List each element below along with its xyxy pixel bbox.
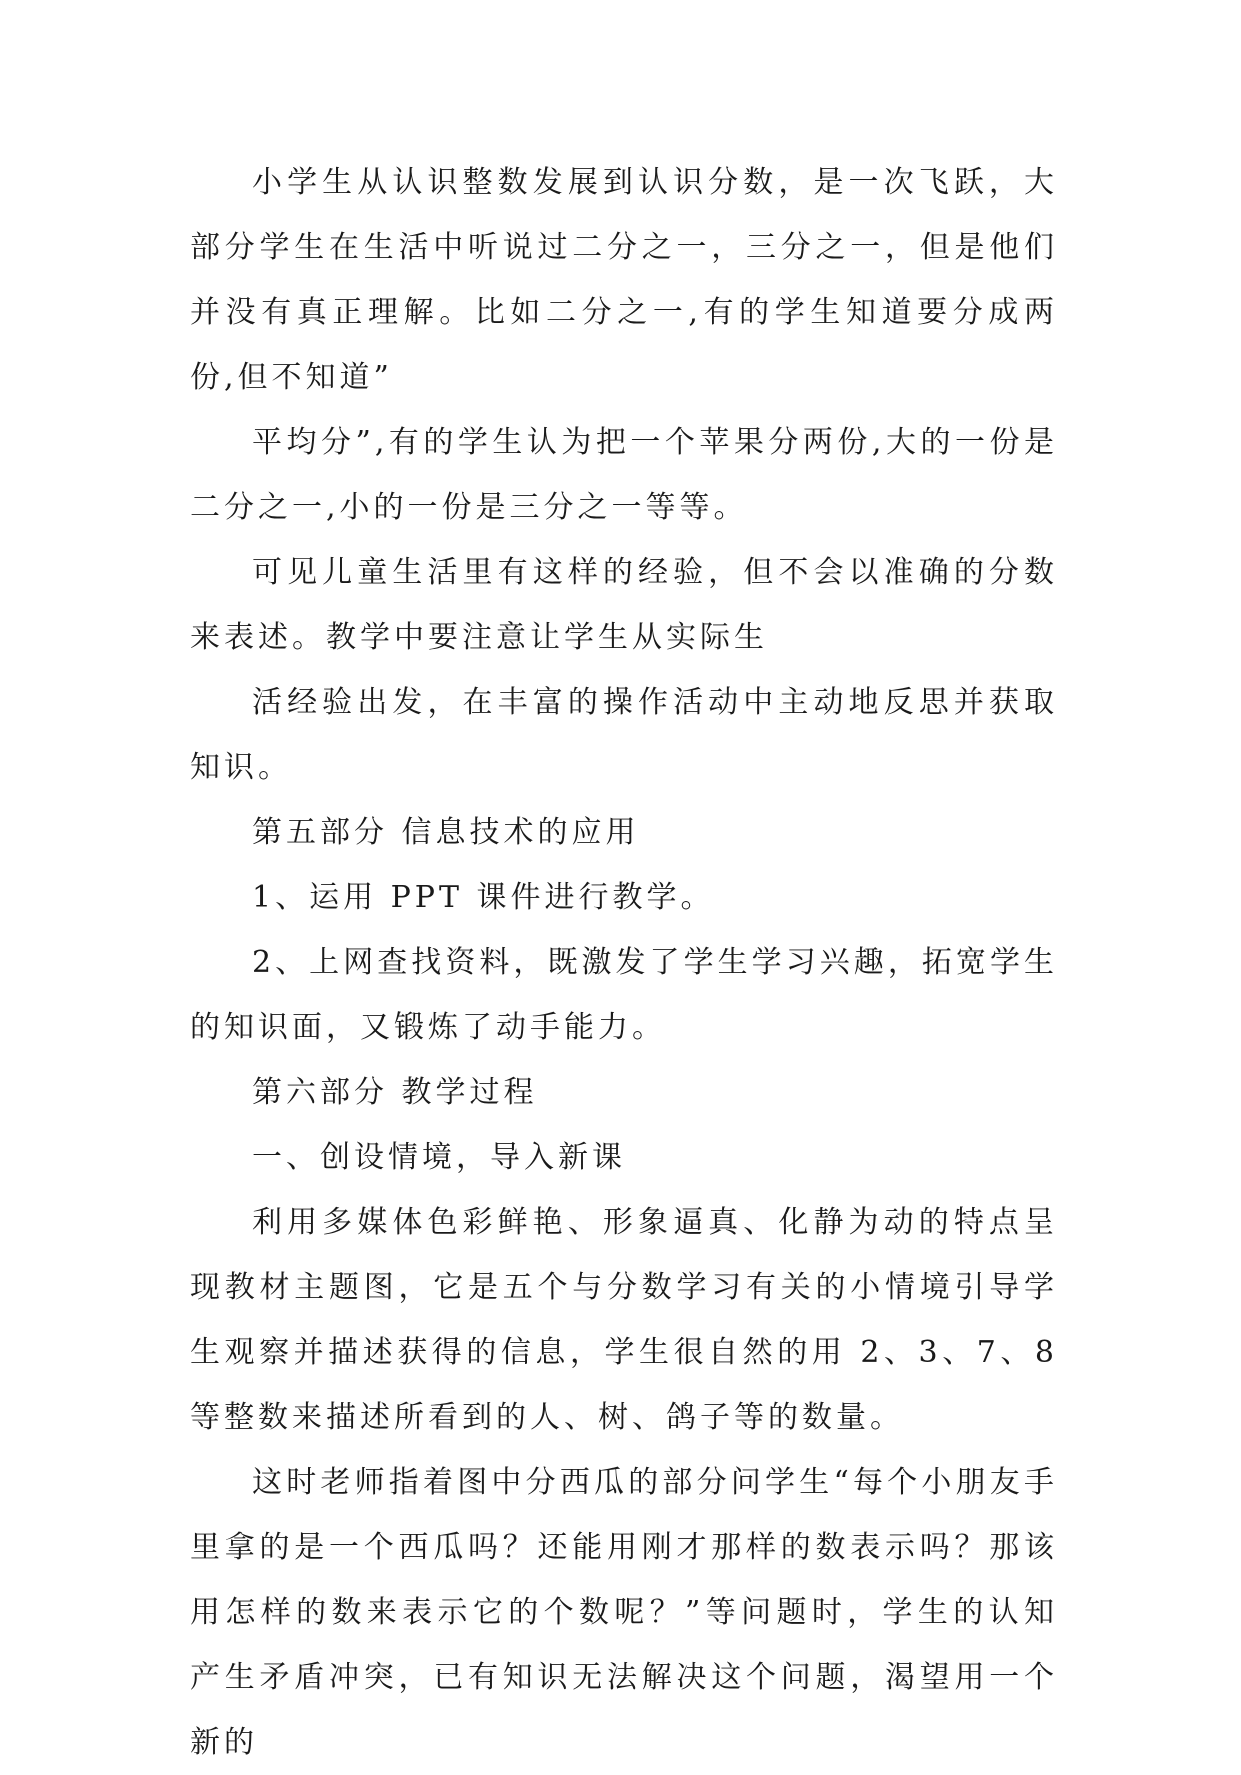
paragraph: 可见儿童生活里有这样的经验，但不会以准确的分数来表述。教学中要注意让学生从实际生 — [190, 555, 1058, 655]
paragraph: 活经验出发，在丰富的操作活动中主动地反思并获取知识。 — [190, 685, 1058, 785]
paragraph: 小学生从认识整数发展到认识分数，是一次飞跃，大部分学生在生活中听说过二分之一，三分之一，但是他们并没有真正理解。比如二分之一,有的学生知道要分成两份,但不知道” — [190, 165, 1058, 395]
list-item: 2、上网查找资料，既激发了学生学习兴趣，拓宽学生的知识面，又锻炼了动手能力。 — [190, 945, 1058, 1045]
section-heading: 第五部分 信息技术的应用 — [252, 815, 640, 850]
list-item: 1、运用 PPT 课件进行教学。 — [252, 880, 715, 915]
paragraph: 平均分”,有的学生认为把一个苹果分两份,大的一份是二分之一,小的一份是三分之一等等。 — [190, 425, 1058, 525]
subsection-heading: 一、创设情境，导入新课 — [252, 1140, 626, 1175]
document-body — [190, 150, 1058, 1775]
paragraph: 这时老师指着图中分西瓜的部分问学生“每个小朋友手里拿的是一个西瓜吗？还能用刚才那样的数表示吗？那该用怎样的数来表示它的个数呢？”等问题时，学生的认知产生矛盾冲突，已有知识无法解决这个问题，渴望用一个新的 — [190, 1465, 1058, 1760]
section-heading: 第六部分 教学过程 — [252, 1075, 538, 1110]
paragraph: 利用多媒体色彩鲜艳、形象逼真、化静为动的特点呈现教材主题图，它是五个与分数学习有关的小情境引导学生观察并描述获得的信息，学生很自然的用 2、3、7、8 等整数来描述所看到的人、树、鸽子等的数量。 — [190, 1205, 1058, 1435]
